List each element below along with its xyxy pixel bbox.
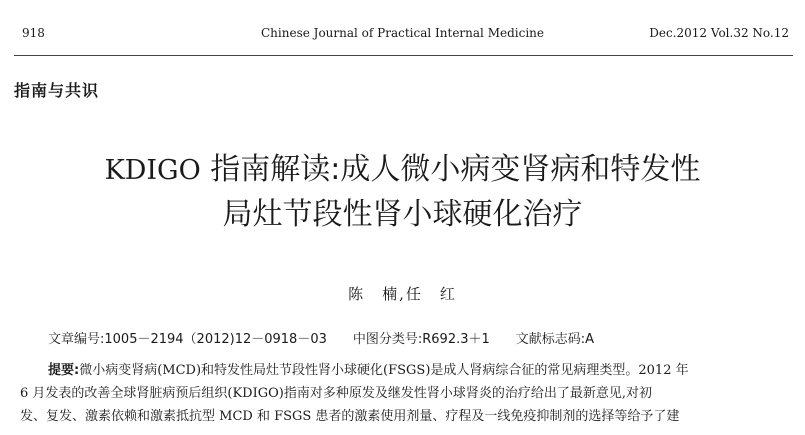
authors: 陈 楠,任 红 — [348, 285, 457, 303]
abstract-line-3: 发、复发、激素依赖和激素抵抗型 MCD 和 FSGS 患者的激素使用剂量、疗程及一线免疫抑制剂的选择等给予了建 — [20, 409, 680, 424]
abstract-line-1 — [48, 359, 785, 382]
title-line-2: 局灶节段性肾小球硬化治疗 — [222, 197, 583, 232]
journal-name: Chinese Journal of Practical Internal Medicine — [260, 26, 544, 40]
article-title — [0, 148, 805, 237]
title-latin-prefix: KDIGO — [104, 155, 201, 186]
issue-info: Dec.2012 Vol.32 No.12 — [649, 26, 789, 40]
abstract-line-1-text: 微小病变肾病(MCD)和特发性局灶节段性肾小球硬化(FSGS)是成人肾病综合征的常见病理类型。2012 年 — [79, 363, 689, 378]
title-line-1-text: 指南解读:成人微小病变肾病和特发性 — [200, 152, 701, 187]
document-code: 文献标志码:A — [515, 332, 595, 347]
page-number: 918 — [22, 26, 45, 40]
article-meta — [48, 328, 594, 347]
column-label: 指南与共识 — [14, 81, 100, 100]
abstract-label: 提要: — [48, 363, 80, 378]
article-number: 文章编号:1005－2194（2012)12－0918－03 — [48, 332, 327, 347]
running-header — [0, 26, 805, 48]
abstract — [20, 359, 785, 428]
clc-number: 中图分类号:R692.3＋1 — [352, 332, 490, 347]
abstract-line-2: 6 月发表的改善全球肾脏病预后组织(KDIGO)指南对多种原发及继发性肾小球肾炎的治疗给出了最新意见,对初 — [20, 386, 652, 401]
header-rule — [14, 55, 793, 56]
title-line-1 — [0, 148, 805, 193]
